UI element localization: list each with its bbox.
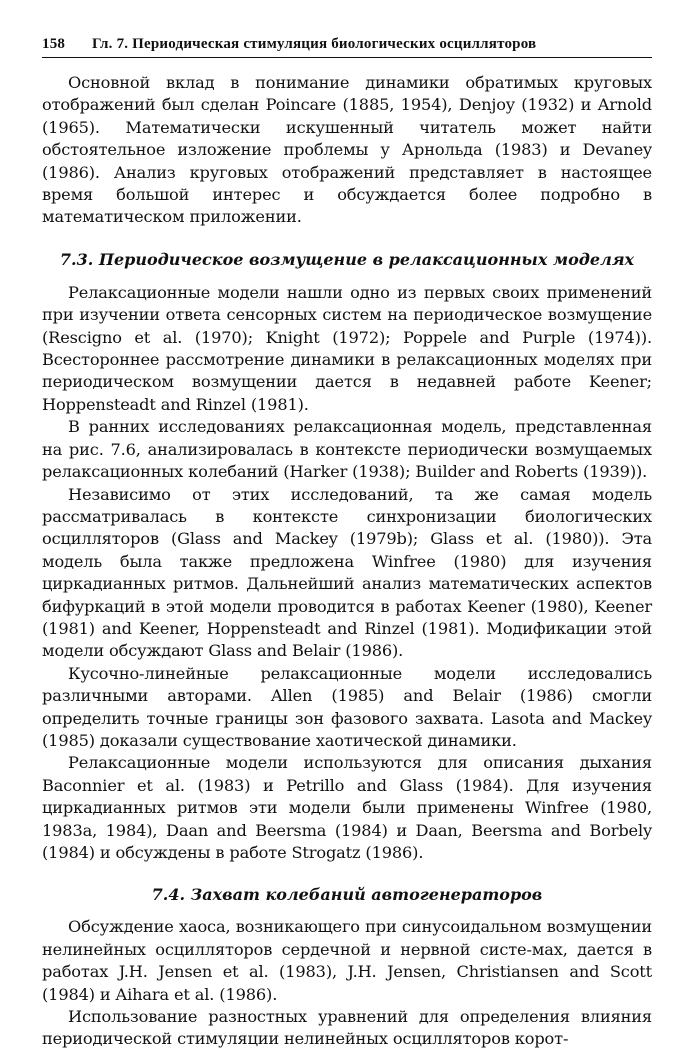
section-7-3-title: 7.3. Периодическое возмущение в релаксационных моделях — [59, 249, 635, 269]
section-7-3-paragraph: Независимо от этих исследований, та же самая модель рассматривалась в контексте синхронизации биологических осцилляторов (Glass and Mackey (1979b); Glass et al. (1980)). Эта модель была также предложена Winfree (1980) для изучения циркадианных ритмов. Дальнейший анализ математических аспектов бифуркаций в этой модели проводится в работах Keener (1980), Keener (1981) and Keener, Hoppensteadt and Rinzel (1981). Модификации этой модели обсуждают Glass and Belair (1986). — [42, 484, 652, 661]
page-number: 158 — [42, 36, 66, 52]
section-7-3-paragraph: Кусочно-линейные релаксационные модели исследовались различными авторами. Allen (1985) and Belair (1986) смогли определить точные границы зон фазового захвата. Lasota and Mackey (1985) доказали существование хаотической динамики. — [42, 663, 652, 750]
section-7-3-paragraph: Релаксационные модели нашли одно из первых своих применений при изучении ответа сенсорных систем на периодическое возмущение (Rescigno et al. (1970); Knight (1972); Poppele and Purple (1974)). Всестороннее рассмотрение динамики в релаксационных моделях при периодическом возмущении дается в недавней работе Keener; Hoppensteadt and Rinzel (1981). — [42, 282, 652, 414]
section-7-3-paragraph: Релаксационные модели используются для описания дыхания Baconnier et al. (1983) и Petrillo and Glass (1984). Для изучения циркадианных ритмов эти модели были применены Winfree (1980, 1983a, 1984), Daan and Beersma (1984) и Daan, Beersma and Borbely (1984) и обсуждены в работе Strogatz (1986). — [42, 753, 652, 862]
section-7-4-paragraph: Обсуждение хаоса, возникающего при синусоидальном возмущении нелинейных осцилляторов сердечной и нервной систе-мах, дается в работах J.H. Jensen et al. (1983), J.H. Jensen, Christiansen and Scott (1984) и Aihara et al. (1986). — [42, 917, 652, 1004]
running-title: Гл. 7. Периодическая стимуляция биологических осцилляторов — [92, 36, 537, 52]
running-header — [42, 36, 652, 58]
section-7-4-paragraph: Использование разностных уравнений для определения влияния периодической стимуляции нелинейных осцилляторов корот- — [42, 1007, 652, 1049]
intro-paragraph: Основной вклад в понимание динамики обратимых круговых отображений был сделан Poincare (1885, 1954), Denjoy (1932) и Arnold (1965). Математически искушенный читатель может найти обстоятельное изложение проблемы у Арнольда (1983) и Devaney (1986). Анализ круговых отображений представляет в настоящее время большой интерес и обсуждается более подробно в математическом приложении. — [42, 73, 652, 227]
book-page — [42, 36, 652, 1051]
section-7-3-paragraph: В ранних исследованиях релаксационная модель, представленная на рис. 7.6, анализировалась в контексте периодически возмущаемых релаксационных колебаний (Harker (1938); Builder and Roberts (1939)). — [42, 417, 652, 482]
section-7-4-title: 7.4. Захват колебаний автогенераторов — [151, 885, 543, 905]
